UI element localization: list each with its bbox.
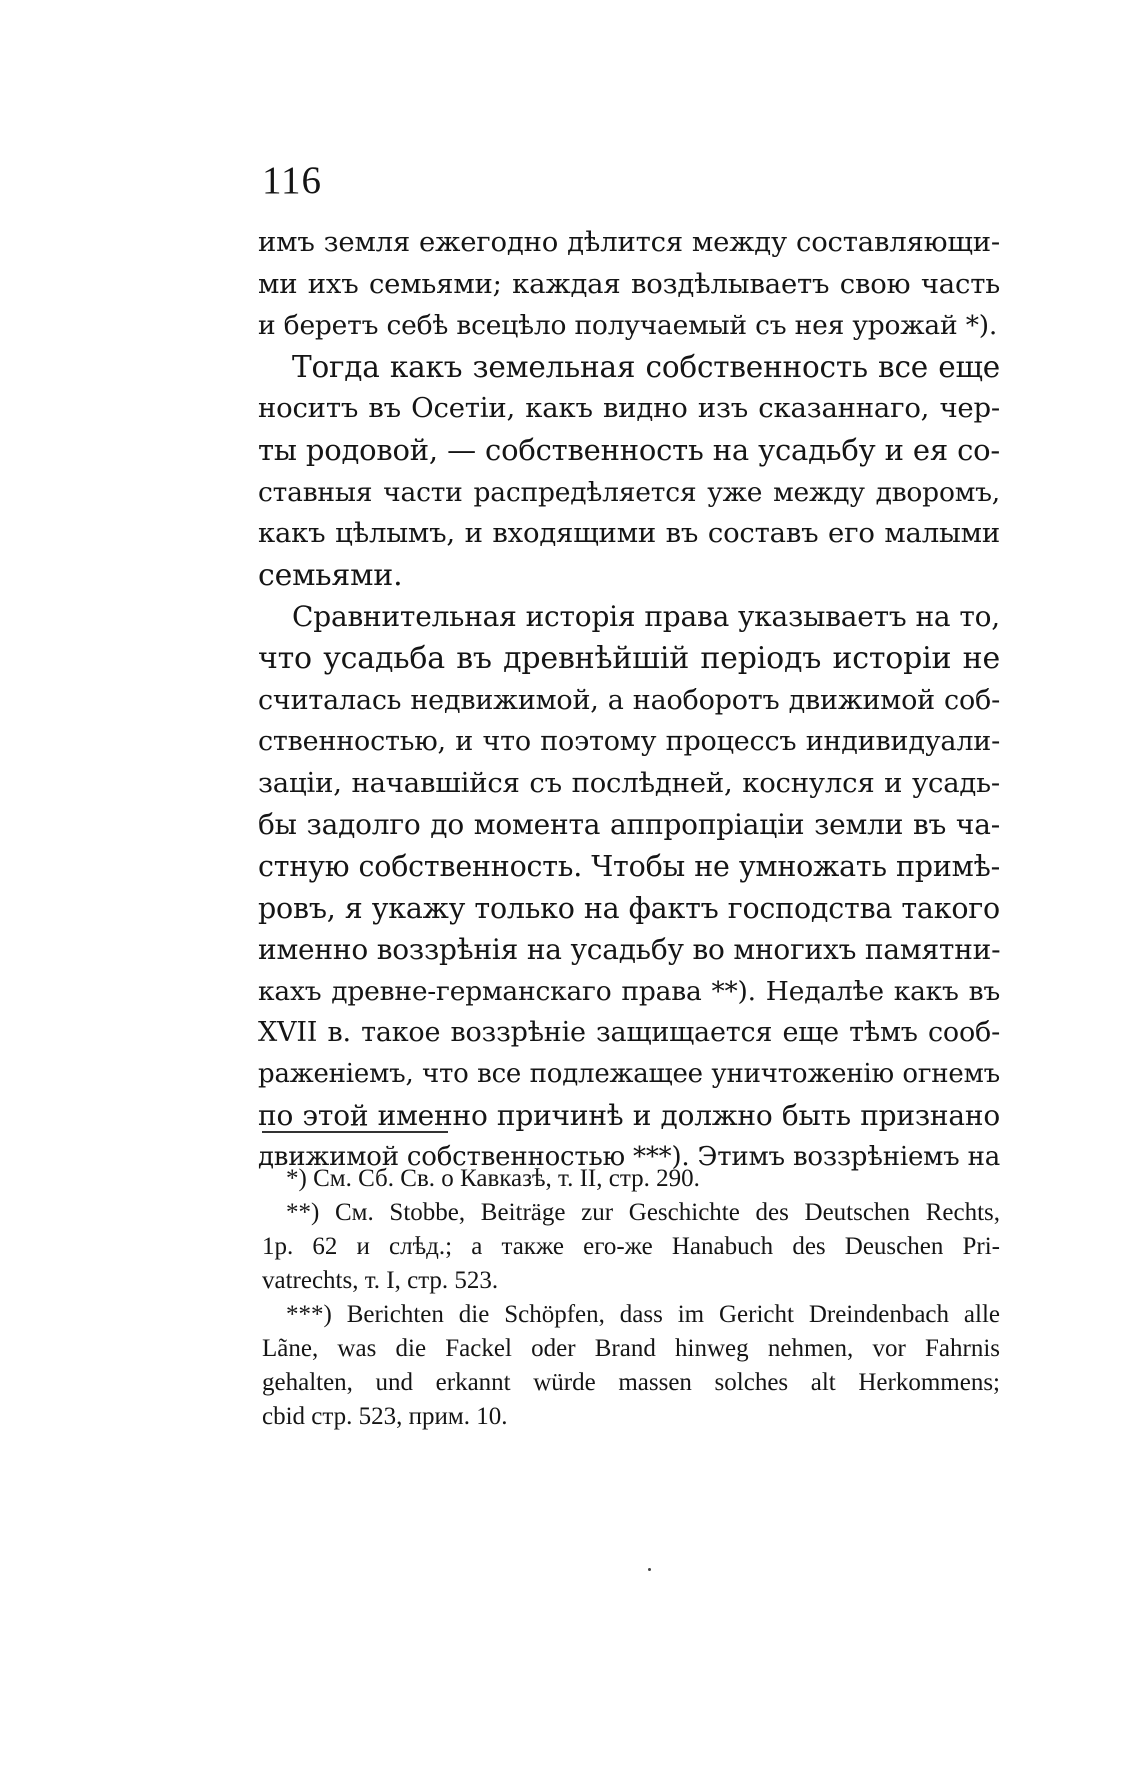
footnote-line: **) См. Stobbe, Beiträge zur Geschichte des Deutschen Rechts, [286, 1199, 1000, 1226]
text-line: Тогда какъ земельная собственность все еще [292, 349, 1000, 384]
text-line: считалась недвижимой, а наоборотъ движимой соб- [258, 684, 1000, 716]
page-number: 116 [262, 159, 323, 202]
footnote-line: ***) Berichten die Schöpfen, dass im Gericht Dreindenbach alle [286, 1301, 1000, 1328]
footnote-line: gehalten, und erkannt würde massen solches alt Herkommens; [262, 1369, 1000, 1396]
text-line: носитъ въ Осетіи, какъ видно изъ сказаннаго, чер- [258, 392, 1000, 425]
text-line: и беретъ себѣ всецѣло получаемый съ нея урожай *). [258, 310, 998, 342]
text-line: ровъ, я укажу только на фактъ господства такого [258, 891, 1000, 925]
print-speck [648, 1568, 651, 1571]
text-line: XVII в. такое воззрѣніе защищается еще тѣмъ сооб- [258, 1017, 1000, 1049]
footnote-line: *) См. Сб. Св. о Кавказѣ, т. II, стр. 290. [286, 1165, 700, 1192]
text-line: именно воззрѣнія на усадьбу во многихъ памятни- [258, 933, 1001, 967]
text-line: ми ихъ семьями; каждая воздѣлываетъ свою часть [258, 267, 1000, 300]
text-line: ты родовой, — собственность на усадьбу и ея со- [258, 432, 1000, 467]
text-line: раженіемъ, что все подлежащее уничтоженію огнемъ [258, 1058, 1000, 1089]
text-line: имъ земля ежегодно дѣлится между составляющи- [258, 226, 1000, 258]
text-line: семьями. [258, 557, 403, 593]
text-line: Сравнительная исторія права указываетъ на то, [292, 600, 1000, 634]
footnote-line: 1р. 62 и слѣд.; а также его-же Hanabuch des Deuschen Pri- [262, 1233, 1000, 1260]
footnote-line: vatrechts, т. I, стр. 523. [262, 1267, 499, 1294]
footnote-line: Lãne, was die Fackel oder Brand hinweg nehmen, vor Fahrnis [262, 1335, 1000, 1362]
text-line: заціи, начавшійся съ послѣдней, коснулся и усадь- [258, 766, 1000, 799]
text-line: стную собственность. Чтобы не умножать примѣ- [258, 849, 1000, 883]
footnote-separator [262, 1131, 448, 1133]
footnote-line: cbid стр. 523, прим. 10. [262, 1403, 508, 1430]
text-line: движимой собственностью ***). Этимъ воззрѣніемъ на [258, 1142, 1001, 1173]
text-line: кахъ древне-германскаго права **). Недалѣе какъ въ [258, 975, 1000, 1007]
text-line: что усадьба въ древнѣйшій періодъ исторіи не [258, 640, 1000, 676]
text-line: бы задолго до момента аппропріаціи земли въ ча- [258, 808, 1000, 842]
main-text [258, 222, 1000, 1179]
text-line: ставныя части распредѣляется уже между дворомъ, [258, 476, 1000, 508]
text-line: ственностью, и что поэтому процессъ индивидуали- [258, 726, 1000, 758]
text-line: по этой именно причинѣ и должно быть признано [258, 1099, 1000, 1133]
footnotes [262, 1162, 1000, 1434]
text-line: какъ цѣлымъ, и входящими въ составъ его малыми [258, 517, 1000, 550]
